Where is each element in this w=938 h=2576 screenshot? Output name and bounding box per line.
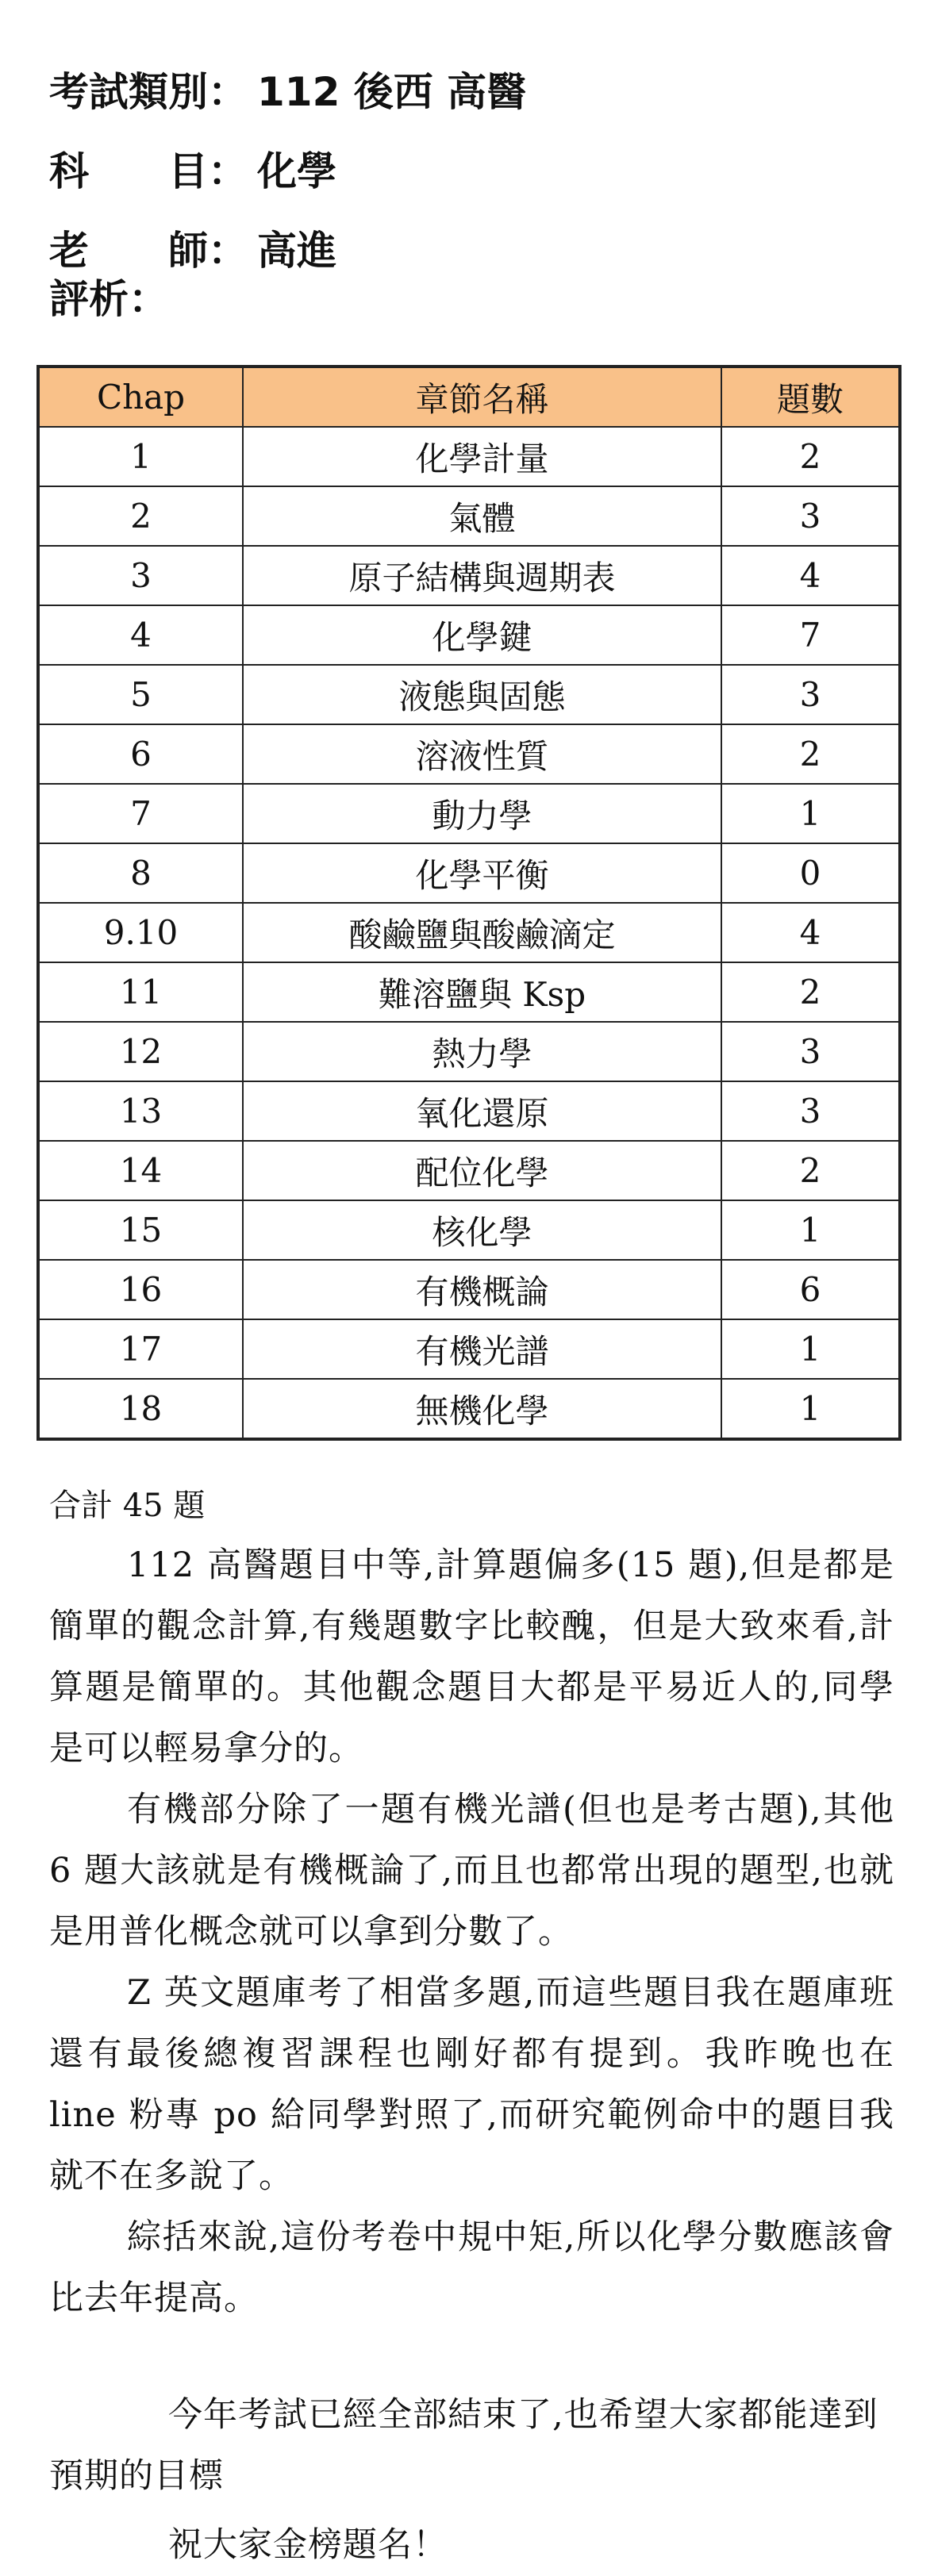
chapter-cell: 1 [38,427,243,486]
chapter-name-cell: 原子結構與週期表 [243,546,721,605]
chapter-cell: 13 [38,1081,243,1141]
question-count-cell: 1 [721,784,900,843]
analysis-label: 評析： [49,276,168,322]
total-question-count: 合計 45 題 [49,1488,206,1524]
closing-message: 今年考試已經全部結束了,也希望大家都能達到預期的目標 [49,2395,878,2496]
table-row [38,1141,900,1200]
chapter-cell: 8 [38,843,243,903]
chapter-name-cell: 動力學 [243,784,721,843]
chapter-cell: 16 [38,1260,243,1319]
exam-header [49,52,882,290]
chapter-cell: 18 [38,1379,243,1439]
question-count-cell: 3 [721,1081,900,1141]
analysis-paragraph: Z 英文題庫考了相當多題,而這些題目我在題庫班還有最後總複習課程也剛好都有提到。我昨晚也在 line 粉專 po 給同學對照了,而研究範例命中的題目我就不在多說了。 [49,1973,894,2196]
chapter-cell: 2 [38,486,243,546]
table-row [38,427,900,486]
chapter-cell: 11 [38,962,243,1022]
question-count-cell: 6 [721,1260,900,1319]
chapter-name-cell: 氣體 [243,486,721,546]
chapter-name-cell: 化學平衡 [243,843,721,903]
column-header-chapter-name: 章節名稱 [243,367,721,427]
chapter-name-cell: 配位化學 [243,1141,721,1200]
table-row [38,724,900,784]
table-row [38,665,900,724]
question-count-cell: 2 [721,724,900,784]
question-count-cell: 1 [721,1379,900,1439]
subject-row [49,132,882,211]
table-row [38,486,900,546]
teacher-row [49,211,882,290]
closing-remarks [49,2385,894,2576]
table-row [38,1379,900,1439]
exam-category-row [49,52,882,132]
chapter-name-cell: 液態與固態 [243,665,721,724]
teacher-label: 老 師： [49,228,248,274]
chapter-cell: 15 [38,1200,243,1260]
question-count-cell: 4 [721,903,900,962]
chapter-cell: 3 [38,546,243,605]
chapter-name-cell: 有機概論 [243,1260,721,1319]
table-row [38,784,900,843]
table-row [38,1081,900,1141]
chapter-name-cell: 無機化學 [243,1379,721,1439]
table-row [38,903,900,962]
table-row [38,1022,900,1081]
analysis-paragraph: 綜括來說,這份考卷中規中矩,所以化學分數應該會比去年提高。 [49,2217,894,2318]
chapter-cell: 7 [38,784,243,843]
chapter-name-cell: 核化學 [243,1200,721,1260]
question-count-cell: 0 [721,843,900,903]
question-count-cell: 1 [721,1200,900,1260]
chapter-cell: 6 [38,724,243,784]
table-row [38,1260,900,1319]
analysis-paragraph: 有機部分除了一題有機光譜(但也是考古題),其他 6 題大該就是有機概論了,而且也都常出現的題型,也就是用普化概念就可以拿到分數了。 [49,1790,894,1952]
column-header-chapter: Chap [38,367,243,427]
chapter-name-cell: 熱力學 [243,1022,721,1081]
chapter-name-cell: 化學鍵 [243,605,721,665]
chapter-summary-table [37,365,901,1441]
question-count-cell: 2 [721,1141,900,1200]
chapter-cell: 17 [38,1319,243,1379]
chapter-cell: 9.10 [38,903,243,962]
teacher-value: 高進 [257,228,336,274]
table-row [38,962,900,1022]
question-count-cell: 3 [721,1022,900,1081]
analysis-body [49,1535,894,2329]
chapter-name-cell: 酸鹼鹽與酸鹼滴定 [243,903,721,962]
question-count-cell: 1 [721,1319,900,1379]
chapter-name-cell: 化學計量 [243,427,721,486]
table-row [38,546,900,605]
table-header-row [38,367,900,427]
chapter-cell: 5 [38,665,243,724]
chapter-name-cell: 有機光譜 [243,1319,721,1379]
question-count-cell: 4 [721,546,900,605]
question-count-cell: 7 [721,605,900,665]
column-header-question-count: 題數 [721,367,900,427]
chapter-cell: 12 [38,1022,243,1081]
chapter-name-cell: 氧化還原 [243,1081,721,1141]
chapter-cell: 4 [38,605,243,665]
subject-value: 化學 [257,148,336,194]
subject-label: 科 目： [49,148,248,194]
chapter-cell: 14 [38,1141,243,1200]
table-row [38,605,900,665]
table-row [38,1319,900,1379]
question-count-cell: 3 [721,665,900,724]
chapter-name-cell: 難溶鹽與 Ksp [243,962,721,1022]
question-count-cell: 2 [721,962,900,1022]
exam-category-value: 112 後西 高醫 [257,69,527,115]
chapter-name-cell: 溶液性質 [243,724,721,784]
table-row [38,843,900,903]
question-count-cell: 2 [721,427,900,486]
table-row [38,1200,900,1260]
exam-category-label: 考試類別： [49,69,248,115]
closing-wish: 祝大家金榜題名！ [168,2525,448,2565]
question-count-cell: 3 [721,486,900,546]
analysis-paragraph: 112 高醫題目中等,計算題偏多(15 題),但是都是簡單的觀念計算,有幾題數字比較醜，但是大致來看,計算題是簡單的。其他觀念題目大都是平易近人的,同學是可以輕易拿分的。 [49,1545,894,1768]
